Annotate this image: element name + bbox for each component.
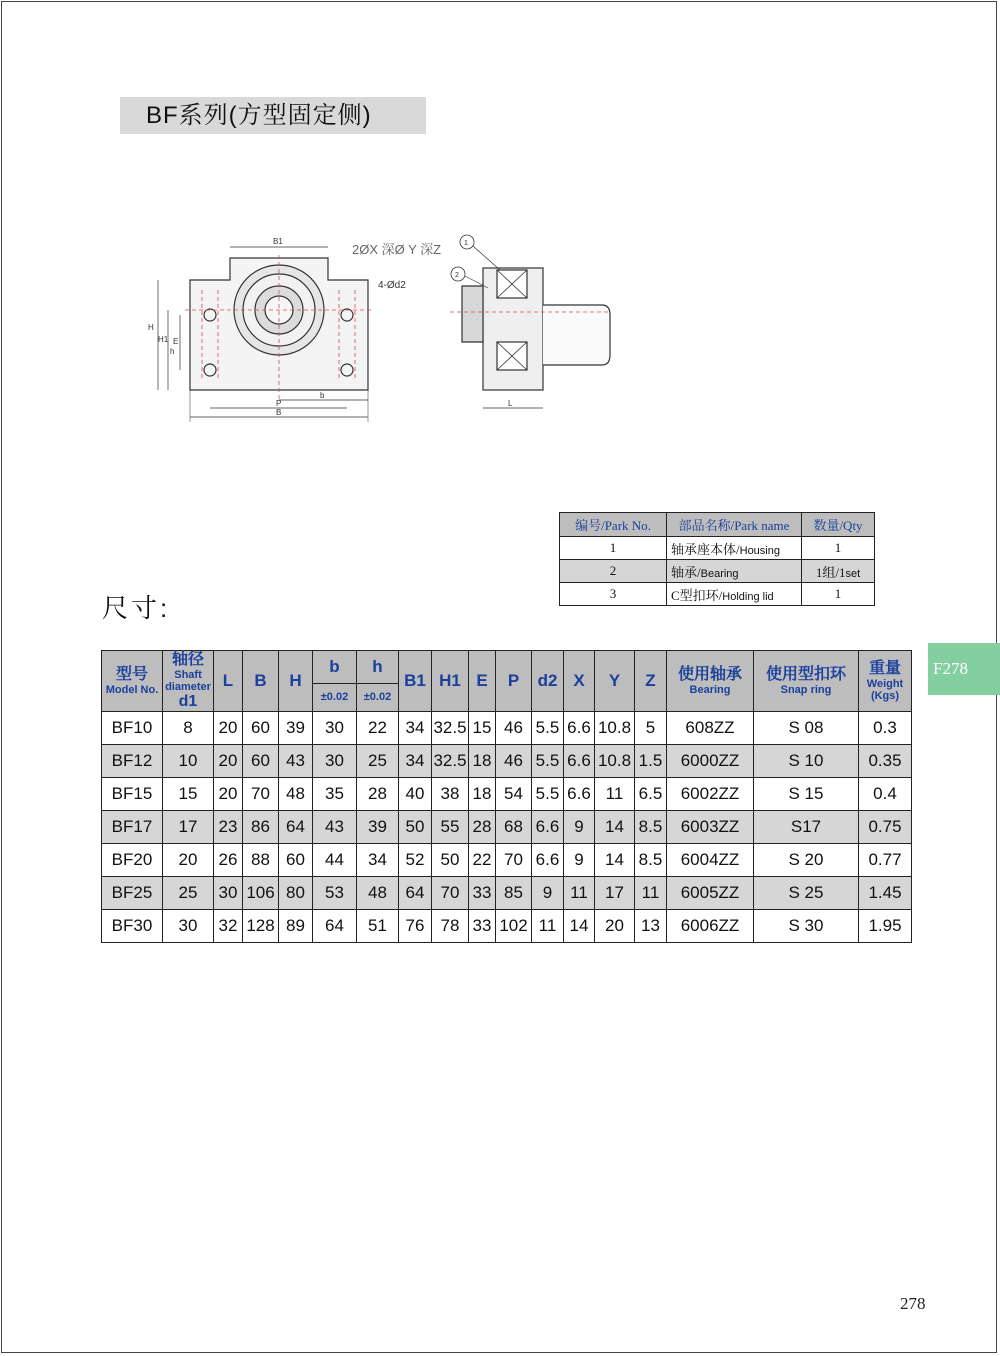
table-cell: 70 xyxy=(243,778,279,811)
table-cell: 88 xyxy=(243,844,279,877)
table-cell: 0.35 xyxy=(859,745,912,778)
table-cell: 48 xyxy=(279,778,313,811)
table-cell: 34 xyxy=(357,844,399,877)
table-cell: 50 xyxy=(432,844,469,877)
header-P: P xyxy=(496,651,532,712)
table-cell: 11 xyxy=(564,877,595,910)
table-cell: 14 xyxy=(595,811,635,844)
table-cell: 85 xyxy=(496,877,532,910)
table-cell: 10.8 xyxy=(595,712,635,745)
table-cell: 68 xyxy=(496,811,532,844)
table-cell: S17 xyxy=(754,811,859,844)
table-cell: 8.5 xyxy=(635,844,667,877)
table-cell: 51 xyxy=(357,910,399,943)
header-H1: H1 xyxy=(432,651,469,712)
table-cell: 10.8 xyxy=(595,745,635,778)
table-cell: 33 xyxy=(469,877,496,910)
table-cell: BF20 xyxy=(102,844,163,877)
label-bearing-note: 2ØX 深Ø Y 深Z xyxy=(352,242,442,257)
parts-header-name: 部品名称/Park name xyxy=(667,513,802,537)
table-cell: 1.45 xyxy=(859,877,912,910)
table-cell: 9 xyxy=(564,844,595,877)
table-cell: 106 xyxy=(243,877,279,910)
table-cell: 6006ZZ xyxy=(667,910,754,943)
table-cell: 5 xyxy=(635,712,667,745)
table-cell: 70 xyxy=(432,877,469,910)
table-cell: 10 xyxy=(163,745,214,778)
table-cell: 8 xyxy=(163,712,214,745)
table-cell: BF25 xyxy=(102,877,163,910)
table-cell: 44 xyxy=(313,844,357,877)
label-P: P xyxy=(276,399,282,408)
table-cell: 34 xyxy=(399,712,432,745)
table-cell: 17 xyxy=(595,877,635,910)
parts-row: 3 C型扣环/Holding lid 1 xyxy=(560,583,875,606)
table-row xyxy=(102,778,912,811)
label-L: L xyxy=(508,399,513,408)
table-cell: 6.6 xyxy=(564,745,595,778)
header-E: E xyxy=(469,651,496,712)
table-cell: 1.95 xyxy=(859,910,912,943)
table-cell: 15 xyxy=(469,712,496,745)
table-cell: 6005ZZ xyxy=(667,877,754,910)
table-cell: 32.5 xyxy=(432,712,469,745)
parts-header-qty: 数量/Qty xyxy=(802,513,875,537)
header-shaft: 轴径 Shaft diameter d1 xyxy=(163,651,214,712)
dimensions-table xyxy=(101,650,912,943)
table-cell: 32.5 xyxy=(432,745,469,778)
table-cell: 55 xyxy=(432,811,469,844)
table-cell: 22 xyxy=(357,712,399,745)
table-cell: 46 xyxy=(496,712,532,745)
label-h: h xyxy=(170,347,175,356)
table-cell: 9 xyxy=(564,811,595,844)
table-cell: 6.5 xyxy=(635,778,667,811)
table-cell: 13 xyxy=(635,910,667,943)
table-cell: 32 xyxy=(214,910,243,943)
table-cell: 1.5 xyxy=(635,745,667,778)
table-cell: 18 xyxy=(469,778,496,811)
header-X: X xyxy=(564,651,595,712)
table-cell: 6004ZZ xyxy=(667,844,754,877)
table-cell: 8.5 xyxy=(635,811,667,844)
table-cell: 14 xyxy=(564,910,595,943)
table-row xyxy=(102,745,912,778)
table-cell: 28 xyxy=(357,778,399,811)
table-cell: 60 xyxy=(243,745,279,778)
table-cell: S 30 xyxy=(754,910,859,943)
table-cell: 64 xyxy=(279,811,313,844)
table-cell: 30 xyxy=(214,877,243,910)
table-cell: 38 xyxy=(432,778,469,811)
table-cell: 50 xyxy=(399,811,432,844)
table-cell: 53 xyxy=(313,877,357,910)
table-cell: S 20 xyxy=(754,844,859,877)
table-cell: 17 xyxy=(163,811,214,844)
parts-table xyxy=(559,512,875,606)
table-cell: 43 xyxy=(279,745,313,778)
table-cell: 6000ZZ xyxy=(667,745,754,778)
table-cell: 30 xyxy=(163,910,214,943)
header-b: b xyxy=(313,651,357,684)
header-snap-ring: 使用型扣环 Snap ring xyxy=(754,651,859,712)
label-H: H xyxy=(148,323,154,332)
parts-row: 1 轴承座本体/Housing 1 xyxy=(560,537,875,560)
table-cell: 11 xyxy=(595,778,635,811)
table-cell: 52 xyxy=(399,844,432,877)
table-row xyxy=(102,811,912,844)
parts-header-no: 编号/Park No. xyxy=(560,513,667,537)
table-cell: 64 xyxy=(313,910,357,943)
table-cell: 20 xyxy=(595,910,635,943)
table-row xyxy=(102,910,912,943)
table-cell: 18 xyxy=(469,745,496,778)
table-row xyxy=(102,712,912,745)
label-B: B xyxy=(276,408,282,417)
table-cell: 0.4 xyxy=(859,778,912,811)
page-title: BF系列(方型固定侧) xyxy=(120,97,426,134)
table-cell: S 08 xyxy=(754,712,859,745)
table-cell: 30 xyxy=(313,745,357,778)
table-cell: 0.77 xyxy=(859,844,912,877)
table-cell: 78 xyxy=(432,910,469,943)
table-cell: 6.6 xyxy=(532,811,564,844)
table-cell: 23 xyxy=(214,811,243,844)
table-cell: 6003ZZ xyxy=(667,811,754,844)
table-cell: 11 xyxy=(635,877,667,910)
label-holes: 4-Ød2 xyxy=(378,280,406,291)
table-cell: 20 xyxy=(214,712,243,745)
header-B1: B1 xyxy=(399,651,432,712)
table-cell: 43 xyxy=(313,811,357,844)
label-E: E xyxy=(173,337,179,346)
table-cell: 39 xyxy=(357,811,399,844)
table-cell: 25 xyxy=(357,745,399,778)
table-cell: 46 xyxy=(496,745,532,778)
table-row xyxy=(102,877,912,910)
table-cell: 33 xyxy=(469,910,496,943)
table-cell: 6002ZZ xyxy=(667,778,754,811)
label-H1: H1 xyxy=(158,335,169,344)
table-cell: 0.75 xyxy=(859,811,912,844)
header-weight: 重量 Weight (Kgs) xyxy=(859,651,912,712)
table-cell: 6.6 xyxy=(532,844,564,877)
technical-drawing xyxy=(140,230,620,430)
table-cell: 11 xyxy=(532,910,564,943)
table-cell: 54 xyxy=(496,778,532,811)
table-cell: BF10 xyxy=(102,712,163,745)
table-cell: 70 xyxy=(496,844,532,877)
header-B: B xyxy=(243,651,279,712)
table-cell: 34 xyxy=(399,745,432,778)
header-h-tolerance: ±0.02 xyxy=(357,683,399,711)
table-cell: 80 xyxy=(279,877,313,910)
page-number: 278 xyxy=(900,1294,926,1313)
table-cell: BF15 xyxy=(102,778,163,811)
table-cell: S 10 xyxy=(754,745,859,778)
table-cell: 60 xyxy=(279,844,313,877)
table-cell: 0.3 xyxy=(859,712,912,745)
header-Z: Z xyxy=(635,651,667,712)
label-B1: B1 xyxy=(273,237,283,246)
table-cell: 22 xyxy=(469,844,496,877)
table-cell: BF12 xyxy=(102,745,163,778)
table-cell: 15 xyxy=(163,778,214,811)
dimension-label: 尺寸: xyxy=(102,593,171,623)
table-cell: 30 xyxy=(313,712,357,745)
table-cell: 5.5 xyxy=(532,745,564,778)
table-cell: 28 xyxy=(469,811,496,844)
header-Y: Y xyxy=(595,651,635,712)
header-H: H xyxy=(279,651,313,712)
dimensions-table-body xyxy=(102,712,912,943)
table-cell: 76 xyxy=(399,910,432,943)
label-b: b xyxy=(320,391,325,400)
table-cell: 40 xyxy=(399,778,432,811)
table-cell: 89 xyxy=(279,910,313,943)
callout-2: 2 xyxy=(455,272,459,279)
table-cell: S 25 xyxy=(754,877,859,910)
table-cell: 35 xyxy=(313,778,357,811)
table-cell: 6.6 xyxy=(564,712,595,745)
table-cell: BF30 xyxy=(102,910,163,943)
table-cell: 64 xyxy=(399,877,432,910)
table-row xyxy=(102,844,912,877)
header-d2: d2 xyxy=(532,651,564,712)
table-cell: 26 xyxy=(214,844,243,877)
table-cell: 5.5 xyxy=(532,712,564,745)
header-L: L xyxy=(214,651,243,712)
parts-row: 2 轴承/Bearing 1组/1set xyxy=(560,560,875,583)
table-cell: 86 xyxy=(243,811,279,844)
callout-1: 1 xyxy=(464,240,468,247)
table-cell: 20 xyxy=(214,745,243,778)
table-cell: 608ZZ xyxy=(667,712,754,745)
table-cell: 5.5 xyxy=(532,778,564,811)
header-bearing: 使用轴承 Bearing xyxy=(667,651,754,712)
header-model: 型号 Model No. xyxy=(102,651,163,712)
header-b-tolerance: ±0.02 xyxy=(313,683,357,711)
table-cell: 128 xyxy=(243,910,279,943)
table-cell: 48 xyxy=(357,877,399,910)
table-cell: 9 xyxy=(532,877,564,910)
table-cell: BF17 xyxy=(102,811,163,844)
table-cell: S 15 xyxy=(754,778,859,811)
table-cell: 20 xyxy=(163,844,214,877)
table-cell: 25 xyxy=(163,877,214,910)
table-cell: 60 xyxy=(243,712,279,745)
side-tab: F278 xyxy=(928,643,1000,695)
table-cell: 39 xyxy=(279,712,313,745)
table-cell: 14 xyxy=(595,844,635,877)
table-cell: 20 xyxy=(214,778,243,811)
table-cell: 102 xyxy=(496,910,532,943)
table-cell: 6.6 xyxy=(564,778,595,811)
header-h: h xyxy=(357,651,399,684)
